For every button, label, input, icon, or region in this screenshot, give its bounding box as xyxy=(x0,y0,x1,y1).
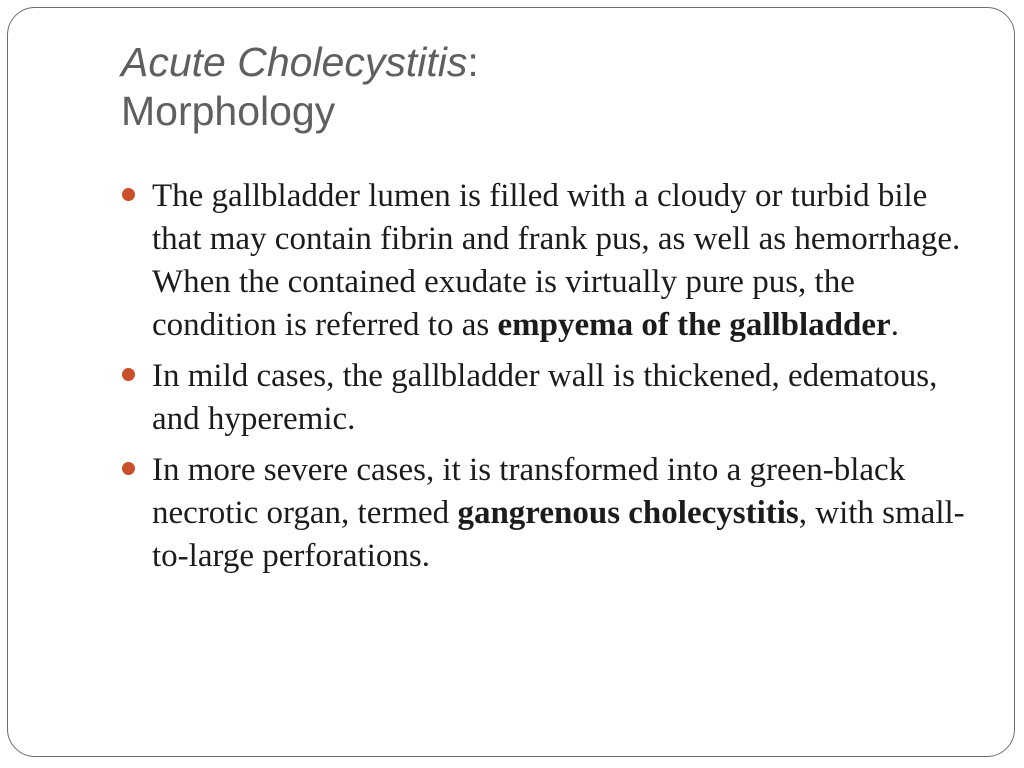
bullet-dot-icon xyxy=(122,462,135,475)
title-line-1 xyxy=(121,38,479,87)
bullet-item-1 xyxy=(121,175,981,347)
title-line-2: Morphology xyxy=(121,88,336,134)
bullet-dot-icon xyxy=(122,368,135,381)
bullet-item-3 xyxy=(121,449,981,578)
slide-frame xyxy=(7,7,1015,757)
bullet-1-bold-term: empyema of the gallbladder xyxy=(497,307,891,343)
bullet-list xyxy=(121,175,981,586)
bullet-3-tail: , with small-to-large perforations. xyxy=(152,495,965,574)
bullet-2-text: In mild cases, the gallbladder wall is thickened, edematous, and hyperemic. xyxy=(152,358,938,437)
bullet-1-tail: . xyxy=(890,307,899,343)
bullet-3-bold-term: gangrenous cholecystitis xyxy=(457,495,799,531)
bullet-dot-icon xyxy=(122,188,135,201)
slide-title xyxy=(121,38,479,136)
bullet-3-text: In more severe cases, it is transformed into a green-black necrotic organ, termed xyxy=(152,452,906,531)
bullet-item-2 xyxy=(121,355,981,441)
title-italic-text: Acute Cholecystitis xyxy=(121,39,468,85)
bullet-1-text: The gallbladder lumen is filled with a cloudy or turbid bile that may contain fibrin and frank pus, as well as hemorrhage. When the contained exudate is virtually pure pus, the condition is referred to as xyxy=(152,178,961,343)
title-colon: : xyxy=(467,39,479,85)
